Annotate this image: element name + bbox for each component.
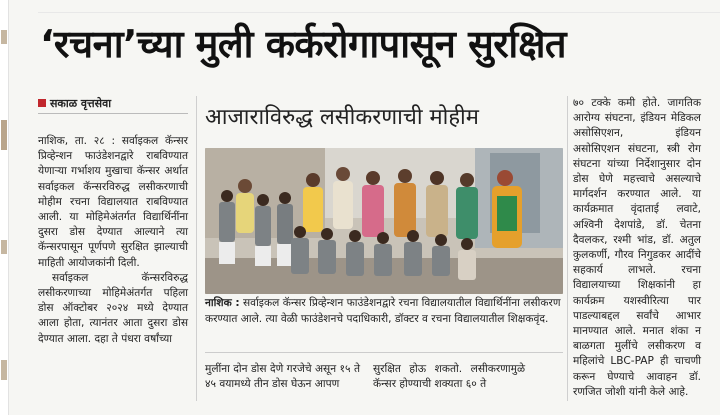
article-column-3 xyxy=(373,362,525,392)
byline-marker xyxy=(38,99,46,107)
column-separator xyxy=(567,96,568,401)
caption-place: नाशिक : xyxy=(205,297,240,309)
strip-fragment xyxy=(1,360,7,380)
top-rule xyxy=(38,12,720,13)
column-separator xyxy=(196,96,197,401)
byline-rule xyxy=(38,113,188,114)
article-column-1 xyxy=(38,134,188,347)
caption-text: सर्वाइकल कॅन्सर प्रिव्हेन्शन फाउंडेशनद्वारे रचना विद्यालयातील विद्यार्थिनींना लसीकरण करण्यात आले. त्या वेळी फाउंडेशनचे पदाधिकारी, डॉक्टर व रचना विद्यालयातील शिक्षकवृंद. xyxy=(205,297,561,325)
byline-text: सकाळ वृत्तसेवा xyxy=(50,97,112,110)
strip-fragment xyxy=(1,30,7,44)
byline xyxy=(38,96,111,110)
article-column-2 xyxy=(205,362,360,392)
group-photo xyxy=(205,148,563,294)
caption-rule xyxy=(205,352,563,353)
paragraph: सर्वाइकल कॅन्सरविरुद्ध लसीकरणाच्या मोहिमेअंतर्गत पहिला डोस ऑक्टोबर २०२४ मध्ये देण्यात आला होता, त्यानंतर आता दुसरा डोस देण्यात आला. दहा ते पंधरा वर्षांच्या xyxy=(38,271,188,345)
article-column-4 xyxy=(573,96,701,400)
strip-fragment xyxy=(1,240,7,254)
paragraph: नाशिक, ता. २८ : सर्वाइकल कॅन्सर प्रिव्हेन्शन फाउंडेशनद्वारे राबविण्यात येणाऱ्या गर्भाशय मुखाचा कॅन्सर अर्थात सर्वाइकल कॅन्सरविरुद्ध लसीकरणाची मोहीम रचना विद्यालयात राबविण्यात आली. या मोहिमेअंतर्गत विद्यार्थिनींना दुसरा डोस देण्यात आल्याने त्या कॅन्सरपासून पूर्णपणे सुरक्षित झाल्याची माहिती आयोजकांनी दिली. xyxy=(38,135,188,269)
article-headline: ‘रचना’च्या मुली कर्करोगापासून सुरक्षित xyxy=(40,22,567,66)
paragraph: मुलींना दोन डोस देणे गरजेचे असून १५ ते ४५ वयामध्ये तीन डोस घेऊन आपण xyxy=(205,363,360,391)
paragraph: सुरक्षित होऊ शकतो. लसीकरणामुळे कॅन्सर होण्याची शक्यता ६० ते xyxy=(373,363,525,391)
paragraph: ७० टक्के कमी होते. जागतिक आरोग्य संघटना, इंडियन मेडिकल असोसिएशन, इंडियन असोसिएशन संघटना, स्त्री रोग संघटना यांच्या निर्देशानुसार दोन डोस घेणे महत्त्वाचे असल्याचे मार्गदर्शन करण्यात आले. या कार्यक्रमात वृंदाताई लवाटे, अश्विनी देशपांडे, डॉ. चेतना दैवलकर, रश्मी भांड, डॉ. अतुल कुलकर्णी, गौरव निगुडकर आदींचे सहकार्य लाभले. रचना विद्यालयाच्या शिक्षकांनी हा कार्यक्रम यशस्वीरित्या पार पाडल्याबद्दल सर्वांचे आभार मानण्यात आले. मनात शंका न बाळगता मुलींचे लसीकरण व महिलांचे LBC-PAP ही चाचणी करून घेण्याचे आवाहन डॉ. रणजित जोशी यांनी केले आहे. xyxy=(573,97,701,398)
adjacent-article-strip xyxy=(0,0,9,415)
photo-image xyxy=(205,148,563,294)
article-subheadline: आजाराविरुद्ध लसीकरणाची मोहीम xyxy=(205,105,479,130)
strip-fragment xyxy=(1,120,7,150)
photo-caption xyxy=(205,296,563,327)
